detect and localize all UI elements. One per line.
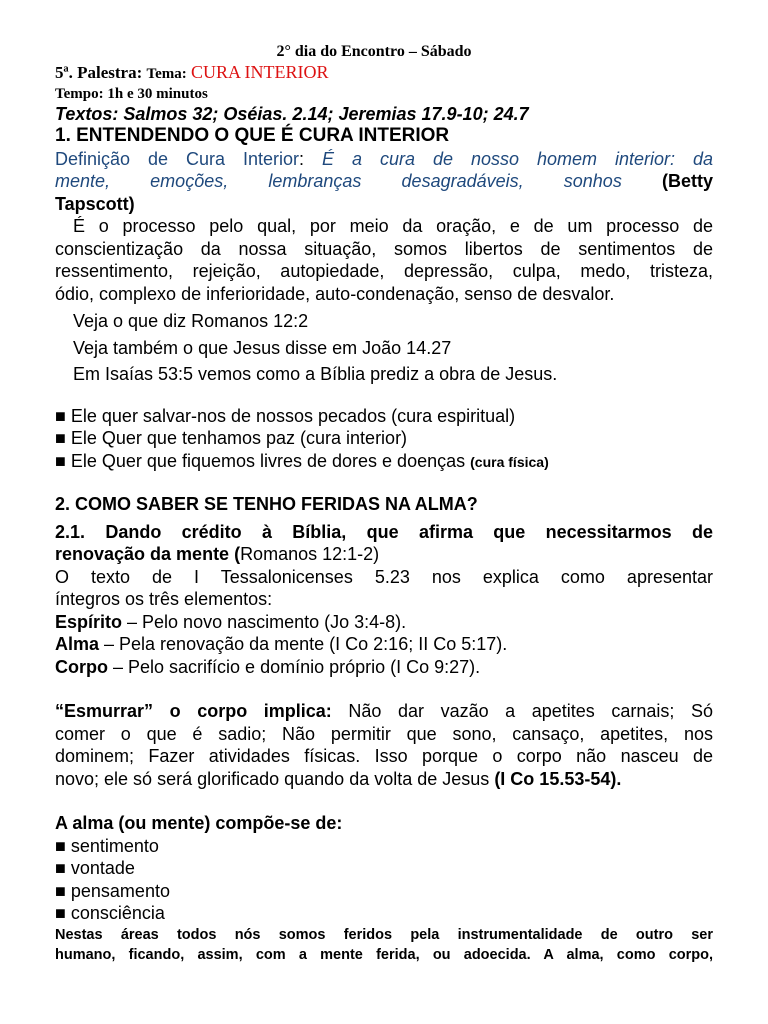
section2-title: 2. COMO SABER SE TENHO FERIDAS NA ALMA?	[55, 494, 478, 514]
process-line-1	[55, 215, 713, 238]
esmurrar-line-2: comer o que é sadio; Não permitir que sono, cansaço, apetites, nos	[55, 723, 713, 744]
theme-title: CURA INTERIOR	[191, 62, 329, 82]
element-item	[55, 656, 713, 679]
subsection-bold: renovação da mente (	[55, 544, 241, 564]
esmurrar-text-4: novo; ele só será glorificado quando da volta de Jesus	[55, 768, 490, 789]
ref-item	[55, 310, 713, 333]
element-item	[55, 633, 713, 656]
ref-item	[55, 337, 713, 360]
element-desc: – Pela renovação da mente (I Co 2:16; II Co 5:17).	[99, 634, 508, 654]
esmurrar-ref: (I Co 15.53-54).	[494, 768, 622, 789]
ref-text: Em Isaías 53:5 vemos como a Bíblia prediz a obra de Jesus.	[73, 364, 558, 384]
time-line: Tempo: 1h e 30 minutos	[55, 86, 208, 102]
element-term: Espírito	[55, 611, 123, 632]
process-line-2: conscientização da nossa situação, somos libertos de sentimentos de	[55, 238, 713, 259]
soul-item	[55, 835, 713, 858]
wants-text: Ele Quer que fiquemos livres de dores e doenças	[70, 450, 466, 471]
wants-text: Ele quer salvar-nos de nossos pecados (cura espiritual)	[70, 405, 516, 426]
subsection-line-1: 2.1. Dando crédito à Bíblia, que afirma que necessitarmos de	[55, 521, 713, 542]
esmurrar-bold: “Esmurrar” o corpo implica:	[55, 701, 332, 721]
bullet-icon: ■	[55, 903, 66, 923]
esmurrar-line-3: dominem; Fazer atividades físicas. Isso porque o corpo não nasceu de	[55, 746, 713, 766]
ref-text: Veja o que diz Romanos 12:2	[73, 311, 309, 331]
bullet-icon: ■	[55, 835, 66, 856]
definition-author-b: Tapscott)	[55, 193, 135, 214]
process-text-1: É o processo pelo qual, por meio da oração, e de um processo de	[73, 216, 713, 236]
lecture-heading	[55, 62, 713, 85]
element-term: Alma	[55, 634, 100, 654]
wants-item	[55, 450, 713, 474]
element-desc: – Pelo sacrifício e domínio próprio (I Co 9:27).	[108, 656, 481, 677]
process-line-3: ressentimento, rejeição, autopiedade, depressão, culpa, medo, tristeza,	[55, 261, 713, 281]
thess-line-2: íntegros os três elementos:	[55, 589, 273, 609]
bullet-icon: ■	[55, 405, 66, 426]
soul-item-text: sentimento	[70, 835, 159, 856]
soul-item-text: consciência	[70, 903, 165, 923]
lecture-prefix: 5ª. Palestra:	[55, 63, 143, 82]
element-term: Corpo	[55, 656, 108, 677]
wants-item	[55, 427, 713, 450]
bullet-icon: ■	[55, 450, 66, 471]
wants-suffix: (cura física)	[470, 453, 549, 470]
definition-text-1: É a cura de nosso homem interior: da	[322, 148, 713, 169]
subsection-line-2	[55, 543, 713, 566]
day-heading: 2° dia do Encontro – Sábado	[276, 43, 472, 60]
definition-colon: :	[299, 148, 305, 169]
wants-item	[55, 405, 713, 428]
thess-line-1: O texto de I Tessalonicenses 5.23 nos explica como apresentar	[55, 566, 713, 587]
definition-line-1	[55, 148, 713, 171]
soul-item-text: vontade	[70, 858, 135, 878]
final-line-1: Nestas áreas todos nós somos feridos pela instrumentalidade de outro ser	[55, 926, 713, 943]
ref-text: Veja também o que Jesus disse em João 14.27	[73, 337, 452, 358]
document-page	[55, 42, 713, 965]
bullet-icon: ■	[55, 880, 66, 901]
element-item	[55, 611, 713, 634]
esmurrar-line-1	[55, 700, 713, 723]
final-line-2: humano, ficando, assim, com a mente ferida, ou adoecida. A alma, como corpo,	[55, 946, 713, 963]
element-desc: – Pelo novo nascimento (Jo 3:4-8).	[122, 611, 407, 632]
soul-item-text: pensamento	[70, 880, 170, 901]
soul-item	[55, 880, 713, 903]
process-line-4: ódio, complexo de inferioridade, auto-condenação, senso de desvalor.	[55, 283, 615, 304]
soul-title: A alma (ou mente) compõe-se de:	[55, 813, 343, 833]
texts-line: Textos: Salmos 32; Oséias. 2.14; Jeremias 17.9-10; 24.7	[55, 104, 529, 124]
soul-item	[55, 902, 713, 925]
section1-title: 1. ENTENDENDO O QUE É CURA INTERIOR	[55, 125, 450, 146]
esmurrar-line-4	[55, 768, 713, 791]
definition-label: Definição de Cura Interior	[55, 148, 300, 169]
definition-text-2: mente, emoções, lembranças desagradáveis, sonhos	[55, 171, 622, 191]
definition-line-2	[55, 170, 713, 193]
esmurrar-text-1: Não dar vazão a apetites carnais; Só	[348, 701, 713, 721]
subsection-ref: Romanos 12:1-2)	[240, 544, 380, 564]
definition-author-a: (Betty	[661, 171, 713, 191]
soul-item	[55, 857, 713, 880]
bullet-icon: ■	[55, 428, 66, 448]
bullet-icon: ■	[55, 858, 66, 878]
theme-label: Tema:	[146, 66, 187, 82]
ref-item	[55, 363, 713, 386]
wants-text: Ele Quer que tenhamos paz (cura interior)	[70, 428, 408, 448]
